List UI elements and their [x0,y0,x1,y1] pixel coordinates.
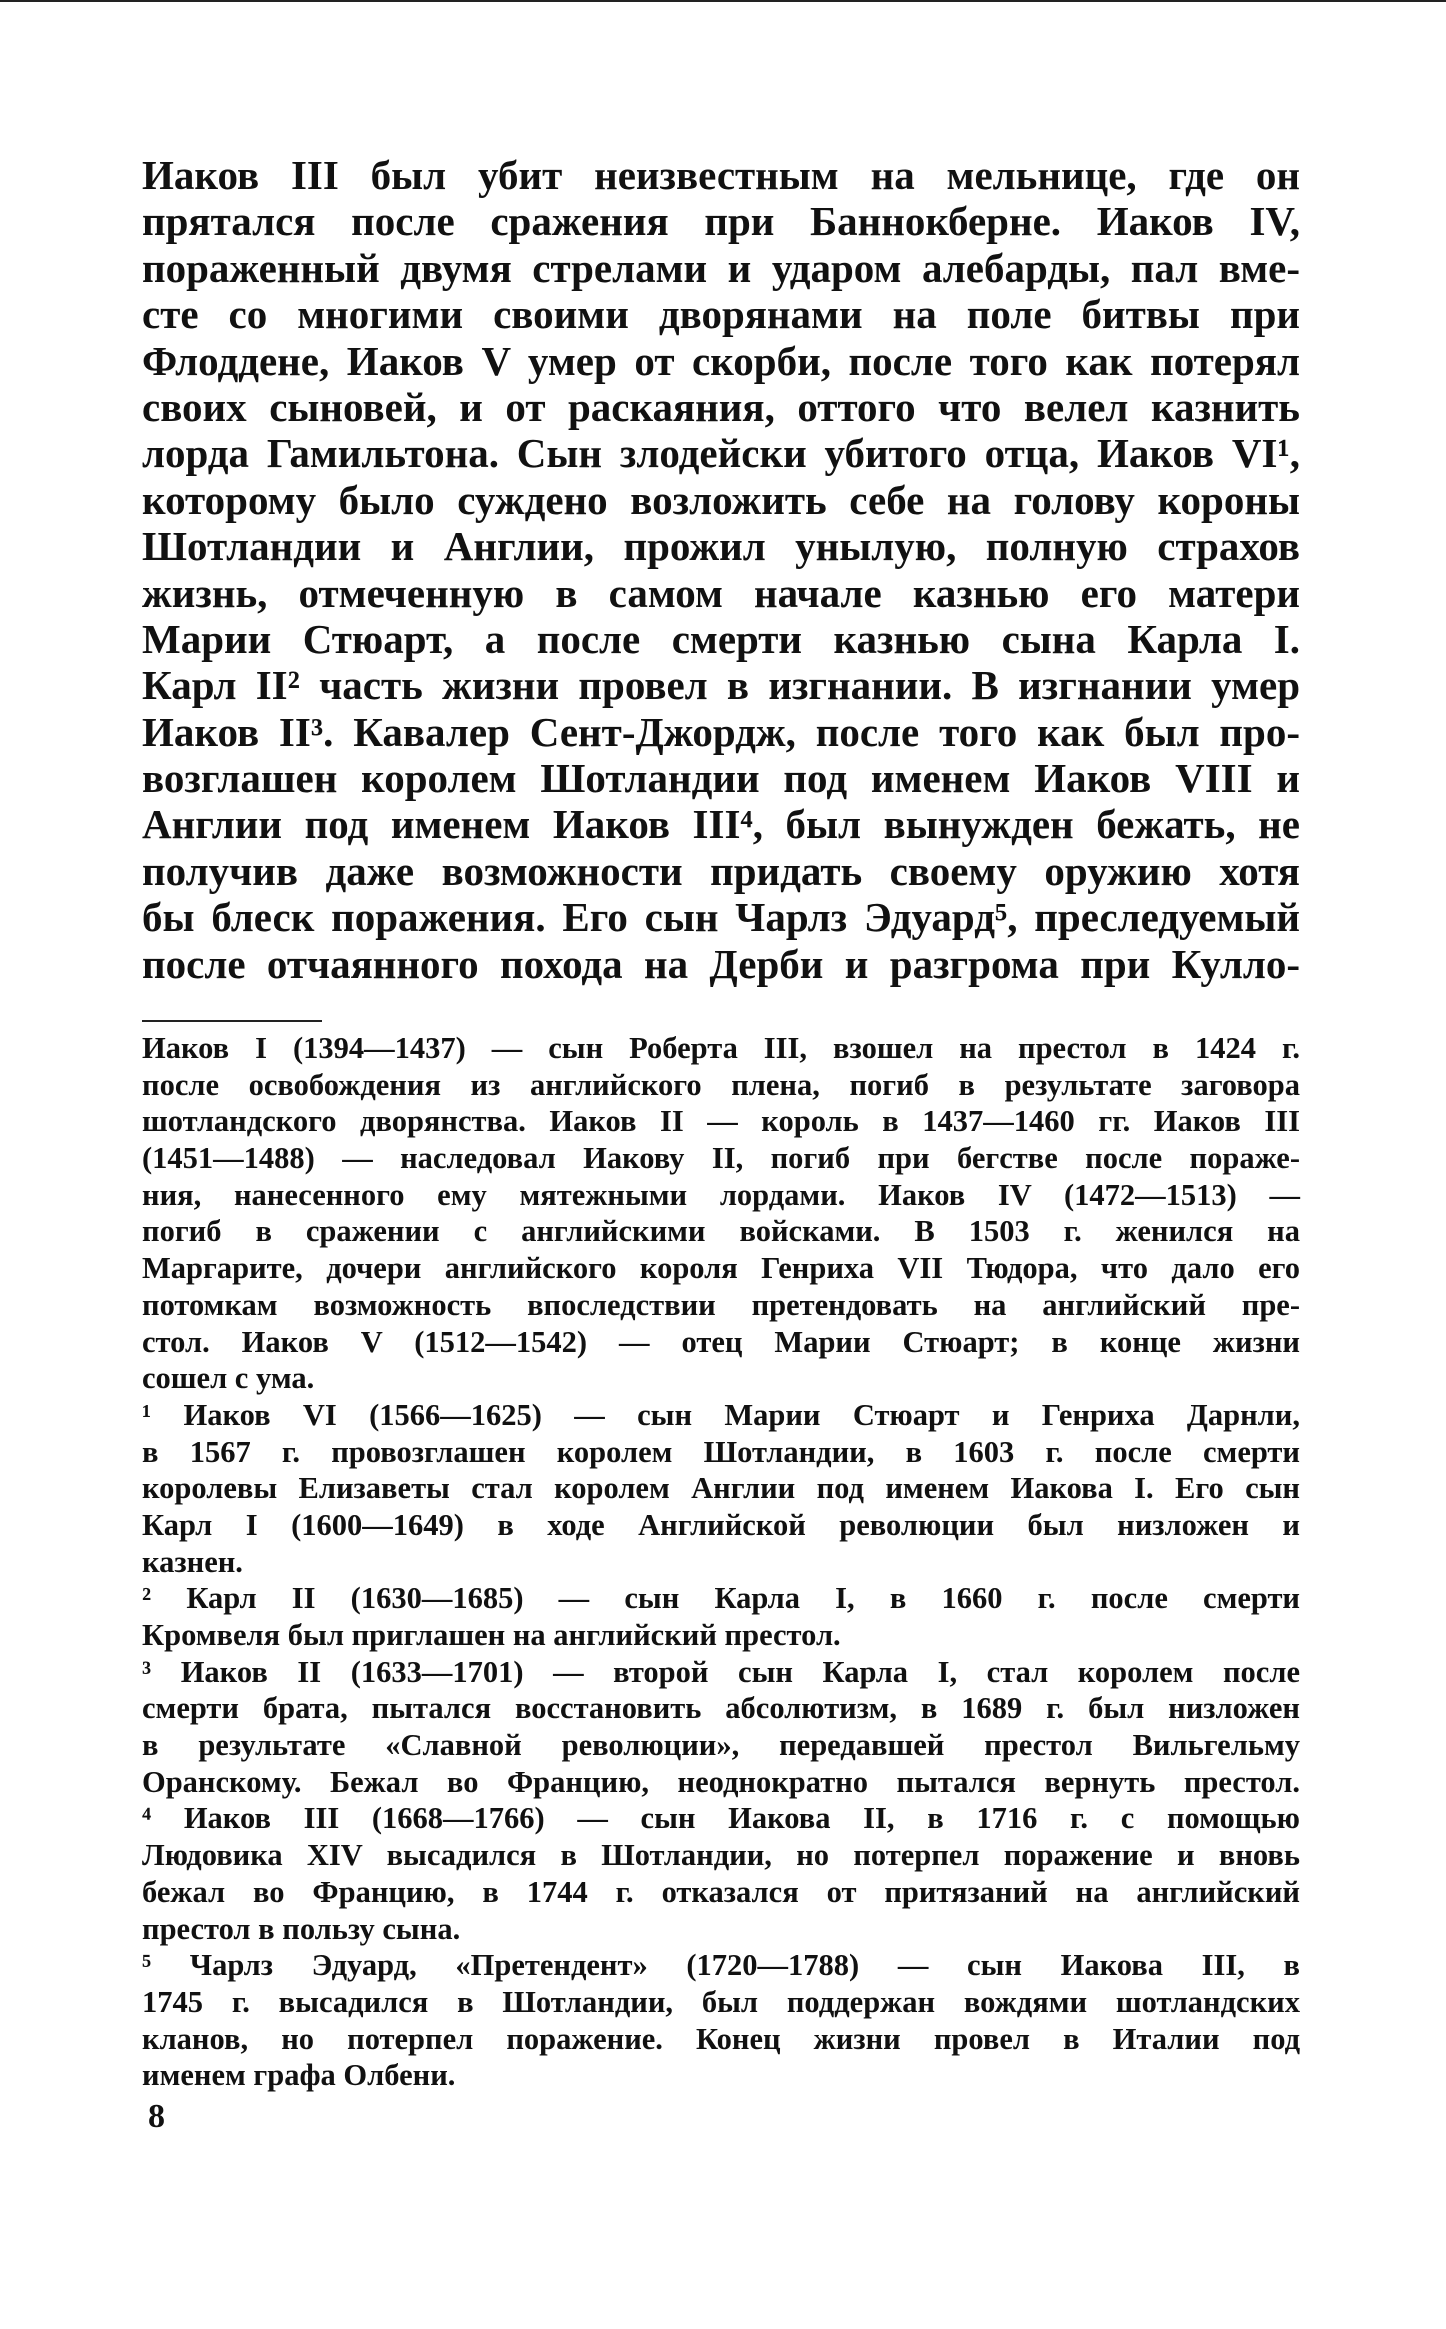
main-text-line: после отчаянного похода на Дерби и разгрома при Кулло- [142,940,1300,987]
footnote-line: шотландского дворянства. Иаков II — король в 1437—1460 гг. Иаков III [142,1104,1300,1139]
main-text-line: прятался после сражения при Баннокберне. Иаков IV, [142,198,1300,245]
main-text-line: пораженный двумя стрелами и ударом алебарды, пал вме- [142,244,1300,291]
main-text-line: сте со многими своими дворянами на поле битвы при [142,291,1300,338]
footnote-line: в результате «Славной революции», передавшей престол Вильгельму [142,1728,1300,1763]
main-text-line: которому было суждено возложить себе на голову короны [142,476,1300,523]
main-text-line: Шотландии и Англии, прожил унылую, полную страхов [142,523,1300,570]
footnote-line: именем графа Олбени. [142,2058,456,2093]
main-text-block [142,152,1300,987]
main-text-line: Карл II² часть жизни провел в изгнании. В изгнании умер [142,662,1300,709]
footnote-line: ⁵ Чарлз Эдуард, «Претендент» (1720—1788) — сын Иакова III, в [142,1948,1300,1983]
footnote-line: Оранскому. Бежал во Францию, неоднократно пытался вернуть престол. [142,1764,1300,1799]
footnote-line: (1451—1488) — наследовал Иакову II, погиб при бегстве после пораже- [142,1141,1300,1176]
footnote-line: после освобождения из английского плена, погиб в результате заговора [142,1067,1300,1102]
footnote-line: кланов, но потерпел поражение. Конец жизни провел в Италии под [142,2021,1300,2056]
footnote-line: Карл I (1600—1649) в ходе Английской революции был низложен и [142,1507,1300,1542]
footnote-line: Маргарите, дочери английского короля Генриха VII Тюдора, что дало его [142,1251,1300,1286]
footnote-line: ³ Иаков II (1633—1701) — второй сын Карла I, стал королем после [142,1654,1300,1689]
main-text-line: лорда Гамильтона. Сын злодейски убитого отца, Иаков VI¹, [142,430,1300,477]
footnote-line: ⁴ Иаков III (1668—1766) — сын Иакова II, в 1716 г. с помощью [142,1801,1300,1836]
page-number: 8 [148,2098,165,2135]
main-text-line: бы блеск поражения. Его сын Чарлз Эдуард⁵, преследуемый [142,894,1300,941]
footnote-line: ² Карл II (1630—1685) — сын Карла I, в 1660 г. после смерти [142,1581,1300,1616]
main-text-line: Иаков III был убит неизвестным на мельнице, где он [142,152,1300,198]
main-text-line: Иаков II³. Кавалер Сент-Джордж, после того как был про- [142,708,1300,755]
footnote-line: Иаков I (1394—1437) — сын Роберта III, взошел на престол в 1424 г. [142,1031,1300,1065]
main-text-line: возглашен королем Шотландии под именем Иаков VIII и [142,755,1300,802]
footnote-line: ¹ Иаков VI (1566—1625) — сын Марии Стюарт и Генриха Дарнли, [142,1397,1300,1432]
footnote-line: в 1567 г. провозглашен королем Шотландии, в 1603 г. после смерти [142,1434,1300,1469]
footnote-line: Людовика XIV высадился в Шотландии, но потерпел поражение и вновь [142,1838,1300,1873]
main-text-line: своих сыновей, и от раскаяния, оттого что велел казнить [142,383,1300,430]
footnote-line: ния, нанесенного ему мятежными лордами. Иаков IV (1472—1513) — [142,1177,1300,1212]
main-text-line: Флоддене, Иаков V умер от скорби, после того как потерял [142,337,1300,384]
footnote-line: стол. Иаков V (1512—1542) — отец Марии Стюарт; в конце жизни [142,1324,1300,1359]
footnote-line: сошел с ума. [142,1361,315,1396]
footnote-line: потомкам возможность впоследствии претендовать на английский пре- [142,1287,1300,1322]
footnote-line: королевы Елизаветы стал королем Англии под именем Иакова I. Его сын [142,1471,1300,1506]
main-text-line: Англии под именем Иаков III⁴, был вынужден бежать, не [142,801,1300,848]
main-text-line: Марии Стюарт, а после смерти казнью сына Карла I. [142,615,1300,662]
main-text-line: жизнь, отмеченную в самом начале казнью его матери [142,569,1300,616]
footnote-line: престол в пользу сына. [142,1911,461,1946]
footnote-line: смерти брата, пытался восстановить абсолютизм, в 1689 г. был низложен [142,1691,1300,1726]
footnote-line: погиб в сражении с английскими войсками. В 1503 г. женился на [142,1214,1300,1249]
top-border-line [0,0,1446,2]
footnote-line: 1745 г. высадился в Шотландии, был поддержан вождями шотландских [142,1984,1300,2019]
footnote-line: казнен. [142,1544,243,1579]
footnotes-block [142,1030,1300,2094]
footnote-line: Кромвеля был приглашен на английский престол. [142,1618,841,1652]
footnote-line: бежал во Францию, в 1744 г. отказался от притязаний на английский [142,1874,1300,1909]
main-text-line: получив даже возможности придать своему оружию хотя [142,847,1300,894]
footnote-separator [142,1020,322,1022]
